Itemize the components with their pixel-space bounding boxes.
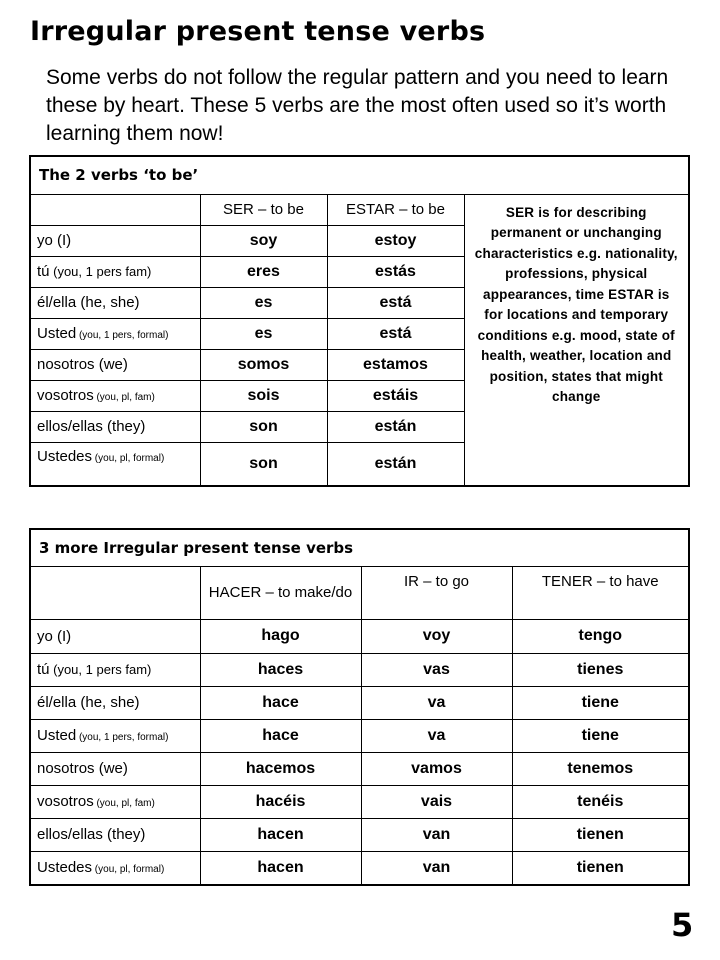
header-cell-empty bbox=[30, 194, 200, 225]
verb-cell-tener: tengo bbox=[512, 619, 689, 653]
pronoun-cell bbox=[30, 225, 200, 256]
page-title: Irregular present tense verbs bbox=[30, 16, 486, 47]
table-row bbox=[30, 785, 689, 818]
verb-cell-ser: somos bbox=[200, 349, 327, 380]
header-estar: ESTAR – to be bbox=[327, 194, 464, 225]
pronoun-label: vosotros bbox=[37, 387, 94, 404]
verb-cell-tener: tenemos bbox=[512, 752, 689, 785]
ser-estar-table bbox=[29, 155, 690, 487]
verb-cell-estar: estás bbox=[327, 256, 464, 287]
verb-cell-estar: está bbox=[327, 318, 464, 349]
verb-cell-hacer: hacéis bbox=[200, 785, 361, 818]
pronoun-label: nosotros (we) bbox=[37, 356, 128, 373]
pronoun-cell bbox=[30, 851, 200, 885]
header-tener: TENER – to have bbox=[512, 566, 689, 619]
pronoun-cell bbox=[30, 318, 200, 349]
verb-cell-tener: tienes bbox=[512, 653, 689, 686]
pronoun-detail: (you, pl, fam) bbox=[93, 798, 155, 809]
header-ser: SER – to be bbox=[200, 194, 327, 225]
pronoun-cell bbox=[30, 785, 200, 818]
verb-cell-ir: va bbox=[361, 719, 512, 752]
verb-cell-hacer: hago bbox=[200, 619, 361, 653]
table-caption: The 2 verbs ‘to be’ bbox=[30, 156, 689, 194]
verb-cell-ser: sois bbox=[200, 380, 327, 411]
pronoun-detail: (you, pl, formal) bbox=[92, 452, 165, 464]
pronoun-detail: (you, pl, formal) bbox=[92, 864, 165, 876]
verb-cell-ir: vamos bbox=[361, 752, 512, 785]
verb-cell-ir: vas bbox=[361, 653, 512, 686]
pronoun-cell bbox=[30, 752, 200, 785]
verb-cell-ir: van bbox=[361, 818, 512, 851]
verb-cell-ser: son bbox=[200, 411, 327, 442]
verb-cell-hacer: haces bbox=[200, 653, 361, 686]
pronoun-cell bbox=[30, 719, 200, 752]
verb-cell-hacer: hacemos bbox=[200, 752, 361, 785]
verb-cell-ser: es bbox=[200, 287, 327, 318]
pronoun-detail: (you, 1 pers, formal) bbox=[76, 732, 169, 743]
pronoun-label: Ustedes bbox=[37, 859, 93, 877]
verb-cell-ser: eres bbox=[200, 256, 327, 287]
pronoun-label: él/ella (he, she) bbox=[37, 294, 140, 311]
verb-cell-hacer: hace bbox=[200, 686, 361, 719]
pronoun-label: ellos/ellas (they) bbox=[37, 418, 146, 435]
pronoun-detail: (you, 1 pers fam) bbox=[49, 264, 152, 279]
table-row bbox=[30, 818, 689, 851]
table-row bbox=[30, 686, 689, 719]
header-ir: IR – to go bbox=[361, 566, 512, 619]
pronoun-cell bbox=[30, 380, 200, 411]
verb-cell-ir: van bbox=[361, 851, 512, 885]
pronoun-cell bbox=[30, 442, 200, 486]
table-caption: 3 more Irregular present tense verbs bbox=[30, 529, 689, 566]
pronoun-cell bbox=[30, 256, 200, 287]
more-irregular-verbs-table bbox=[29, 528, 690, 886]
pronoun-cell bbox=[30, 349, 200, 380]
verb-cell-hacer: hacen bbox=[200, 851, 361, 885]
verb-cell-tener: tienen bbox=[512, 818, 689, 851]
verb-cell-ser: es bbox=[200, 318, 327, 349]
verb-cell-ser: soy bbox=[200, 225, 327, 256]
intro-paragraph: Some verbs do not follow the regular pattern and you need to learn these by heart. These 5 verbs are the most often used so it’s worth learning them now! bbox=[46, 66, 669, 145]
verb-cell-tener: tienen bbox=[512, 851, 689, 885]
pronoun-cell bbox=[30, 619, 200, 653]
pronoun-label: yo (I) bbox=[37, 232, 72, 249]
pronoun-label: ellos/ellas (they) bbox=[37, 826, 146, 843]
pronoun-label: Ustedes bbox=[37, 447, 93, 465]
table-row bbox=[30, 619, 689, 653]
table-row bbox=[30, 653, 689, 686]
ser-estar-usage-note: SER is for describing permanent or unchanging characteristics e.g. nationality, professions, physical appearances, time ESTAR is for locations and temporary conditions e.g. mood, state of health, weather, location and position, states that might change bbox=[464, 194, 689, 486]
pronoun-cell bbox=[30, 653, 200, 686]
pronoun-cell bbox=[30, 287, 200, 318]
pronoun-detail: (you, 1 pers fam) bbox=[49, 662, 152, 677]
verb-cell-ser: son bbox=[200, 442, 327, 486]
pronoun-label: nosotros (we) bbox=[37, 760, 128, 777]
pronoun-detail: (you, 1 pers, formal) bbox=[76, 330, 169, 341]
verb-cell-hacer: hacen bbox=[200, 818, 361, 851]
page-number: 5 bbox=[671, 906, 694, 944]
pronoun-label: tú bbox=[37, 263, 50, 280]
verb-cell-estar: está bbox=[327, 287, 464, 318]
pronoun-cell bbox=[30, 686, 200, 719]
verb-cell-hacer: hace bbox=[200, 719, 361, 752]
header-hacer: HACER – to make/do bbox=[200, 566, 361, 619]
pronoun-cell bbox=[30, 818, 200, 851]
verb-cell-estar: están bbox=[327, 411, 464, 442]
verb-cell-tener: tiene bbox=[512, 686, 689, 719]
verb-cell-tener: tenéis bbox=[512, 785, 689, 818]
verb-cell-ir: va bbox=[361, 686, 512, 719]
pronoun-label: Usted bbox=[37, 325, 77, 342]
table-row bbox=[30, 719, 689, 752]
verb-cell-estar: están bbox=[327, 442, 464, 486]
pronoun-label: él/ella (he, she) bbox=[37, 694, 140, 711]
table-row bbox=[30, 752, 689, 785]
pronoun-label: yo (I) bbox=[37, 627, 72, 645]
verb-cell-ir: vais bbox=[361, 785, 512, 818]
pronoun-detail: (you, pl, fam) bbox=[93, 392, 155, 403]
pronoun-label: tú bbox=[37, 661, 50, 678]
pronoun-cell bbox=[30, 411, 200, 442]
verb-cell-estar: estáis bbox=[327, 380, 464, 411]
header-cell-empty bbox=[30, 566, 200, 619]
verb-cell-estar: estamos bbox=[327, 349, 464, 380]
verb-cell-estar: estoy bbox=[327, 225, 464, 256]
pronoun-label: Usted bbox=[37, 727, 77, 744]
table-row bbox=[30, 851, 689, 885]
verb-cell-tener: tiene bbox=[512, 719, 689, 752]
verb-cell-ir: voy bbox=[361, 619, 512, 653]
pronoun-label: vosotros bbox=[37, 793, 94, 810]
